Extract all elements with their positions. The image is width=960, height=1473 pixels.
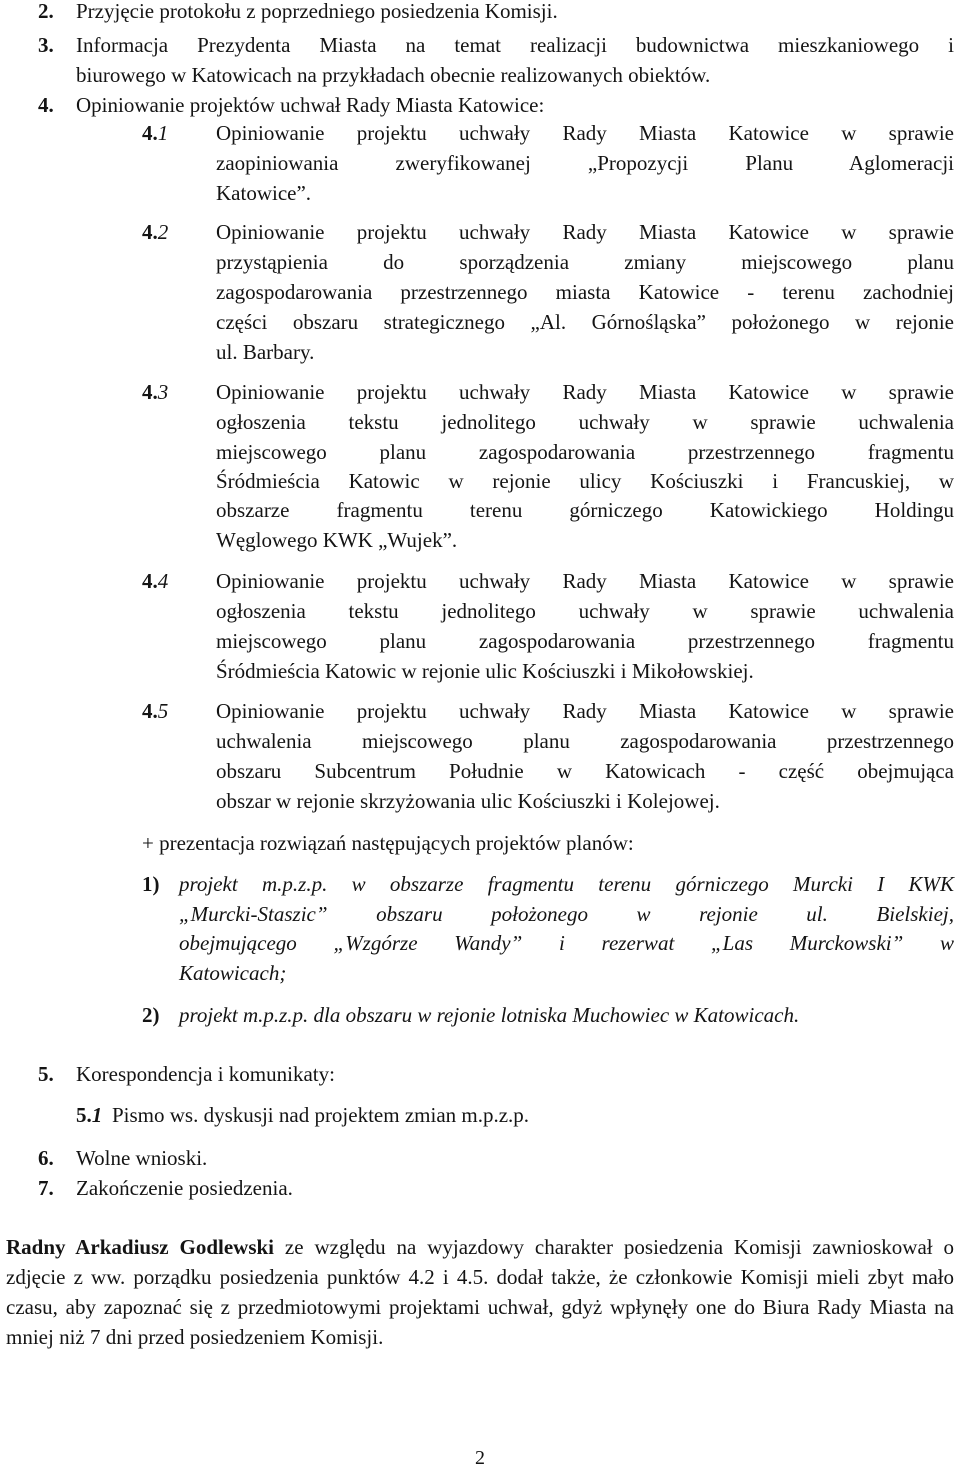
page-number: 2 [475,1447,485,1469]
subitem-line: Opiniowanie projektu uchwały Rady Miasta Katowice w sprawie [216,220,954,244]
subitem-number: 4.3 [142,380,169,404]
subitem-line: obszarze fragmentu terenu górniczego Katowickiego Holdingu [216,498,954,522]
closing-text: ze względu na wyjazdowy charakter posiedzenia Komisji zawnioskował o zdjęcie z ww. porządku posiedzenia punktów 4.2 i 4.5. dodał także, że członkowie Komisji mieli zbyt mało czasu, aby zapoznać się z przedmiotowymi projektami uchwał, gdyż wpłynęły one do Biura Rady Miasta na mniej niż 7 dni przed posiedzeniem Komisji. [6,1235,954,1349]
subitem-line: obszar w rejonie skrzyżowania ulic Kościuszki i Kolejowej. [216,789,720,813]
agenda-text: Korespondencja i komunikaty: [76,1062,335,1086]
subitem-line: Węglowego KWK „Wujek”. [216,528,458,552]
project-line: obejmującego „Wzgórze Wandy” i rezerwat „Las Murckowski” w [179,931,954,955]
subitem-line: ul. Barbary. [216,340,315,364]
subitem-line: Śródmieścia Katowic w rejonie ulicy Kościuszki i Francuskiej, w [216,469,954,493]
project-rest: dla obszaru w rejonie lotniska Muchowiec w Katowicach. [313,1003,800,1027]
agenda-text-continued: biurowego w Katowicach na przykładach obecnie realizowanych obiektów. [76,63,711,87]
speaker-name: Radny Arkadiusz Godlewski [6,1235,275,1259]
agenda-number: 5. [38,1062,54,1086]
agenda-text: Opiniowanie projektów uchwał Rady Miasta Katowice: [76,93,545,117]
project-line: Katowicach; [179,961,287,985]
subitem-number: 4.5 [142,699,169,723]
subitem-line: przystąpienia do sporządzenia zmiany miejscowego planu [216,250,954,274]
subitem-line: miejscowego planu zagospodarowania przestrzennego fragmentu [216,629,954,653]
agenda-text: Zakończenie posiedzenia. [76,1176,293,1200]
agenda-number: 3. [38,33,54,57]
subitem-line: miejscowego planu zagospodarowania przestrzennego fragmentu [216,440,954,464]
agenda-text: Informacja Prezydenta Miasta na temat realizacji budownictwa mieszkaniowego i [76,33,954,57]
closing-paragraph [6,1232,954,1352]
subitem-line: Opiniowanie projektu uchwały Rady Miasta Katowice w sprawie [216,569,954,593]
subitem-number: 4.2 [142,220,169,244]
project-line: „Murcki-Staszic” obszaru położonego w rejonie ul. Bielskiej, [179,902,954,926]
subitem-line: Katowice”. [216,181,312,205]
presentation-intro: + prezentacja rozwiązań następujących projektów planów: [142,831,634,855]
project-number: 2) [142,1003,160,1027]
subitem-line: obszaru Subcentrum Południe w Katowicach - część obejmująca [216,759,954,783]
subitem-line: Opiniowanie projektu uchwały Rady Miasta Katowice w sprawie [216,380,954,404]
subitem-line: Śródmieścia Katowic w rejonie ulic Kościuszki i Mikołowskiej. [216,659,754,683]
project-prefix: projekt m.p.z.p. [179,1003,314,1027]
agenda-text: Pismo ws. dyskusji nad projektem zmian m.p.z.p. [112,1103,530,1127]
subitem-line: uchwalenia miejscowego planu zagospodarowania przestrzennego [216,729,954,753]
agenda-text: Wolne wnioski. [76,1146,208,1170]
project-line [179,1000,799,1030]
subitem-number: 4.4 [142,569,169,593]
subitem-line: części obszaru strategicznego „Al. Górnośląska” położonego w rejonie [216,310,954,334]
subitem-line: zaopiniowania zweryfikowanej „Propozycji Planu Aglomeracji [216,151,954,175]
agenda-text: Przyjęcie protokołu z poprzedniego posiedzenia Komisji. [76,0,558,23]
agenda-number: 6. [38,1146,54,1170]
subitem-line: ogłoszenia tekstu jednolitego uchwały w sprawie uchwalenia [216,410,954,434]
subitem-number: 4.1 [142,121,169,145]
agenda-number: 7. [38,1176,54,1200]
agenda-number: 4. [38,93,54,117]
subitem-number: 5.1 [76,1103,103,1127]
project-line: projekt m.p.z.p. w obszarze fragmentu terenu górniczego Murcki I KWK [179,872,954,896]
subitem-line: Opiniowanie projektu uchwały Rady Miasta Katowice w sprawie [216,699,954,723]
agenda-number: 2. [38,0,54,23]
subitem-line: zagospodarowania przestrzennego miasta Katowice - terenu zachodniej [216,280,954,304]
subitem-line: Opiniowanie projektu uchwały Rady Miasta Katowice w sprawie [216,121,954,145]
project-number: 1) [142,872,160,896]
subitem-line: ogłoszenia tekstu jednolitego uchwały w sprawie uchwalenia [216,599,954,623]
